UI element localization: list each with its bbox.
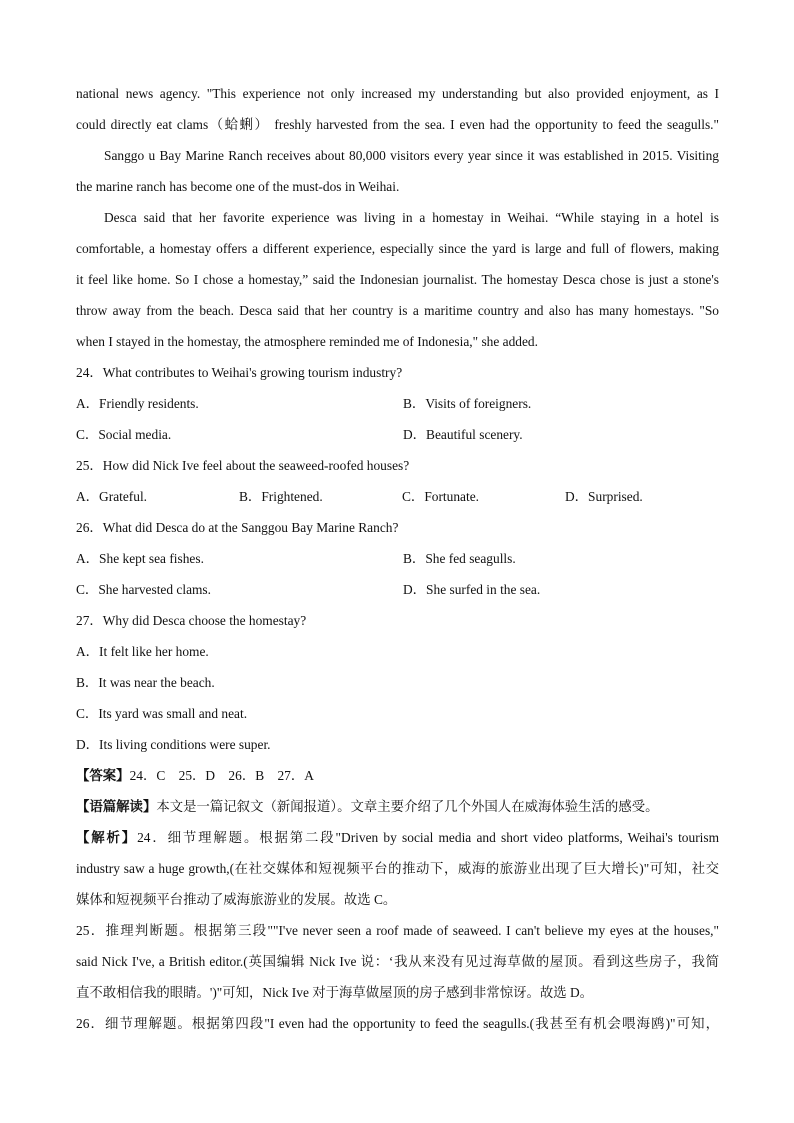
passage-line: when I stayed in the homestay, the atmosphere reminded me of Indonesia," she added. (76, 334, 538, 349)
answer-label: 【答案】 (76, 768, 130, 783)
options-row (76, 388, 719, 419)
option-d: D．She surfed in the sea. (403, 582, 541, 597)
question-26 (76, 512, 719, 605)
option-c: C．Social media. (76, 427, 172, 442)
option-a: A．She kept sea fishes. (76, 551, 204, 566)
question-stem: 24．What contributes to Weihai's growing tourism industry? (76, 365, 403, 380)
document-page (76, 78, 719, 1039)
analysis-line: said Nick I've, a British editor.(英国编辑 Nick Ive 说：‘我从来没有见过海草做的屋顶。看到这些房子，我简 (76, 954, 719, 969)
passage-line: throw away from the beach. Desca said that her country is a maritime country and also has many homestays. "So (76, 303, 719, 318)
question-stem: 25．How did Nick Ive feel about the seaweed-roofed houses? (76, 458, 410, 473)
option-b: B．She fed seagulls. (403, 551, 516, 566)
answer-text: 24．C 25．D 26．B 27．A (129, 768, 314, 783)
passage-line: the marine ranch has become one of the must-dos in Weihai. (76, 179, 400, 194)
passage-line: it feel like home. So I chose a homestay,” said the Indonesian journalist. The homestay Desca chose is just a stone's (76, 272, 719, 287)
option-b: B．It was near the beach. (76, 675, 215, 690)
analysis-line: industry saw a huge growth,(在社交媒体和短视频平台的推动下，威海的旅游业出现了巨大增长)"可知，社交 (76, 861, 719, 876)
options-row (76, 481, 719, 512)
question-stem: 27．Why did Desca choose the homestay? (76, 613, 307, 628)
reading-line (76, 791, 719, 822)
passage-line: comfortable, a homestay offers a different experience, especially since the yard is large and full of flowers, making (76, 241, 719, 256)
option-c: C．She harvested clams. (76, 582, 211, 597)
question-stem: 26．What did Desca do at the Sanggou Bay Marine Ranch? (76, 520, 399, 535)
reading-label: 【语篇解读】 (76, 799, 157, 814)
option-c: C．Its yard was small and neat. (76, 706, 248, 721)
passage-line: national news agency. "This experience not only increased my understanding but also provided enjoyment, as I (76, 86, 719, 101)
answer-line (76, 760, 719, 791)
option-a: A．It felt like her home. (76, 644, 209, 659)
question-27 (76, 605, 719, 760)
passage-line: could directly eat clams（蛤蜊） freshly harvested from the sea. I even had the opportunity to feed the seagulls." (76, 117, 719, 132)
analysis-line: 媒体和短视频平台推动了威海旅游业的发展。故选 C。 (76, 892, 397, 907)
passage-line: Desca said that her favorite experience was living in a homestay in Weihai. “While staying in a hotel is (104, 210, 719, 225)
passage-line: Sanggo u Bay Marine Ranch receives about 80,000 visitors every year since it was established in 2015. Visiting (104, 148, 719, 163)
option-a: A．Grateful. (76, 489, 148, 504)
option-b: B．Frightened. (239, 489, 323, 504)
option-a: A．Friendly residents. (76, 396, 199, 411)
option-b: B．Visits of foreigners. (403, 396, 532, 411)
analysis-line: 直不敢相信我的眼睛。')"可知，Nick Ive 对于海草做屋顶的房子感到非常惊讶。故选 D。 (76, 985, 594, 1000)
question-24 (76, 357, 719, 450)
option-d: D．Its living conditions were super. (76, 737, 271, 752)
analysis-text: 24．细节理解题。根据第二段"Driven by social media and short video platforms, Weihai's tourism (137, 830, 719, 845)
analysis-line: 25．推理判断题。根据第三段""I've never seen a roof made of seaweed. I can't believe my eyes at the houses," (76, 923, 719, 938)
reading-text: 本文是一篇记叙文（新闻报道）。文章主要介绍了几个外国人在威海体验生活的感受。 (156, 799, 659, 814)
analysis-line (76, 822, 719, 853)
analysis-label: 【解析】 (76, 830, 138, 845)
options-row (76, 543, 719, 574)
analysis-line: 26．细节理解题。根据第四段"I even had the opportunity to feed the seagulls.(我甚至有机会喂海鸥)"可知， (76, 1016, 719, 1031)
options-row (76, 419, 719, 450)
option-c: C．Fortunate. (402, 489, 479, 504)
options-row (76, 574, 719, 605)
option-d: D．Surprised. (565, 489, 643, 504)
question-25 (76, 450, 719, 512)
option-d: D．Beautiful scenery. (403, 427, 523, 442)
